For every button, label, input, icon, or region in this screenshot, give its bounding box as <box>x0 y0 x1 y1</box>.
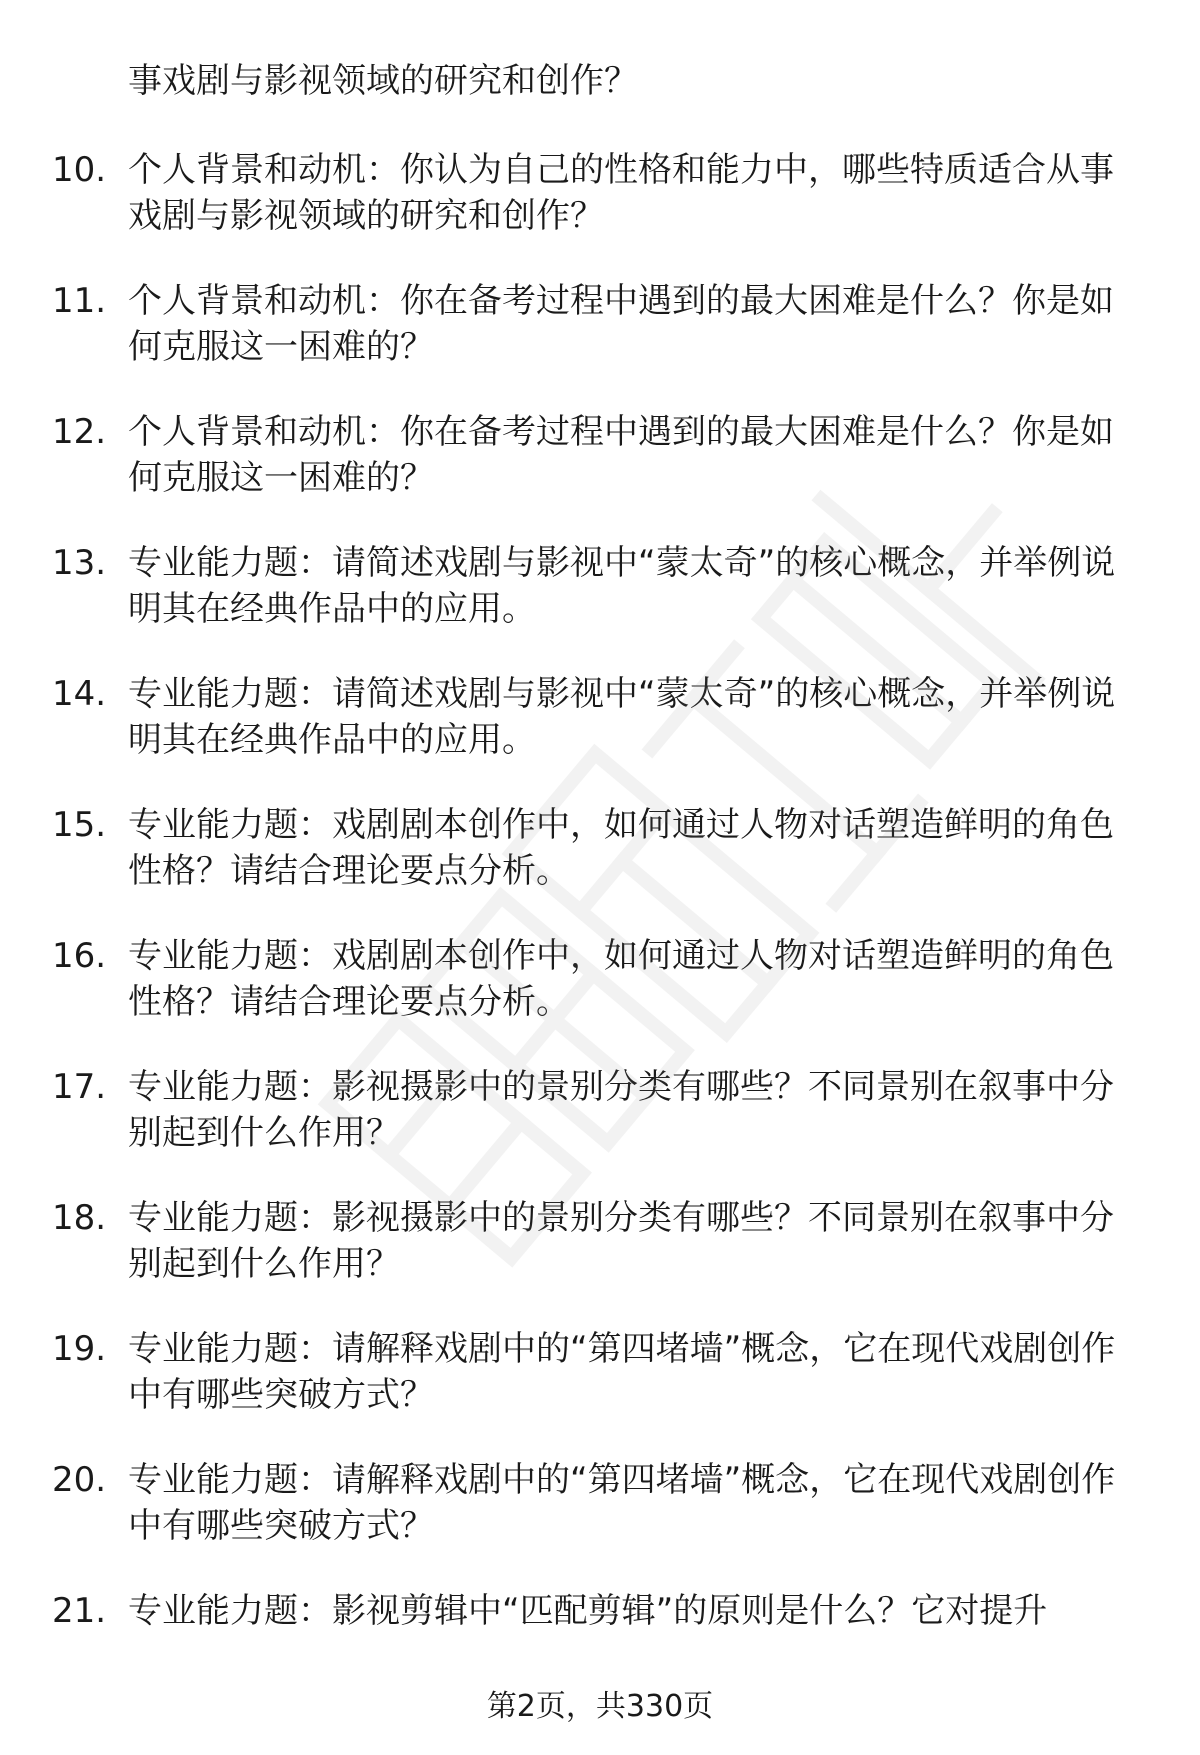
question-text: 专业能力题：影视剪辑中“匹配剪辑”的原则是什么？它对提升 <box>128 1591 1048 1631</box>
question-text: 个人背景和动机：你在备考过程中遇到的最大困难是什么？你是如何克服这一困难的？ <box>128 412 1114 498</box>
question-number: 17. <box>52 1067 107 1107</box>
question-number: 15. <box>52 805 107 845</box>
question-text: 专业能力题：请简述戏剧与影视中“蒙太奇”的核心概念，并举例说明其在经典作品中的应用。 <box>128 674 1116 760</box>
question-item-12 <box>0 409 1200 501</box>
question-item-21 <box>0 1588 1200 1680</box>
question-item-13 <box>0 540 1200 632</box>
question-item-11 <box>0 278 1200 370</box>
continuation-text: 事戏剧与影视领域的研究和创作？ <box>128 61 638 101</box>
question-text: 专业能力题：戏剧剧本创作中，如何通过人物对话塑造鲜明的角色性格？请结合理论要点分析。 <box>128 805 1114 891</box>
question-number: 13. <box>52 543 107 583</box>
question-number: 21. <box>52 1591 107 1631</box>
question-text: 个人背景和动机：你在备考过程中遇到的最大困难是什么？你是如何克服这一困难的？ <box>128 281 1114 367</box>
question-number: 11. <box>52 281 107 321</box>
question-text: 专业能力题：请解释戏剧中的“第四堵墙”概念，它在现代戏剧创作中有哪些突破方式？ <box>128 1329 1116 1415</box>
question-number: 12. <box>52 412 107 452</box>
page-footer: 第2页，共330页 <box>486 1689 714 1724</box>
question-text: 专业能力题：请简述戏剧与影视中“蒙太奇”的核心概念，并举例说明其在经典作品中的应用。 <box>128 543 1116 629</box>
question-number: 14. <box>52 674 107 714</box>
question-number: 20. <box>52 1460 107 1500</box>
question-item-19 <box>0 1326 1200 1418</box>
question-item-10 <box>0 147 1200 239</box>
question-text: 专业能力题：戏剧剧本创作中，如何通过人物对话塑造鲜明的角色性格？请结合理论要点分析。 <box>128 936 1114 1022</box>
question-item-17 <box>0 1064 1200 1156</box>
question-item-15 <box>0 802 1200 894</box>
question-number: 18. <box>52 1198 107 1238</box>
question-item-18 <box>0 1195 1200 1287</box>
question-list <box>0 147 1200 1719</box>
question-text: 专业能力题：影视摄影中的景别分类有哪些？不同景别在叙事中分别起到什么作用？ <box>128 1067 1114 1153</box>
question-number: 16. <box>52 936 107 976</box>
question-text: 专业能力题：请解释戏剧中的“第四堵墙”概念，它在现代戏剧创作中有哪些突破方式？ <box>128 1460 1116 1546</box>
question-item-16 <box>0 933 1200 1025</box>
question-item-14 <box>0 671 1200 763</box>
question-text: 个人背景和动机：你认为自己的性格和能力中，哪些特质适合从事戏剧与影视领域的研究和创作？ <box>128 150 1114 236</box>
question-number: 10. <box>52 150 107 190</box>
question-item-20 <box>0 1457 1200 1549</box>
question-text: 专业能力题：影视摄影中的景别分类有哪些？不同景别在叙事中分别起到什么作用？ <box>128 1198 1114 1284</box>
question-number: 19. <box>52 1329 107 1369</box>
